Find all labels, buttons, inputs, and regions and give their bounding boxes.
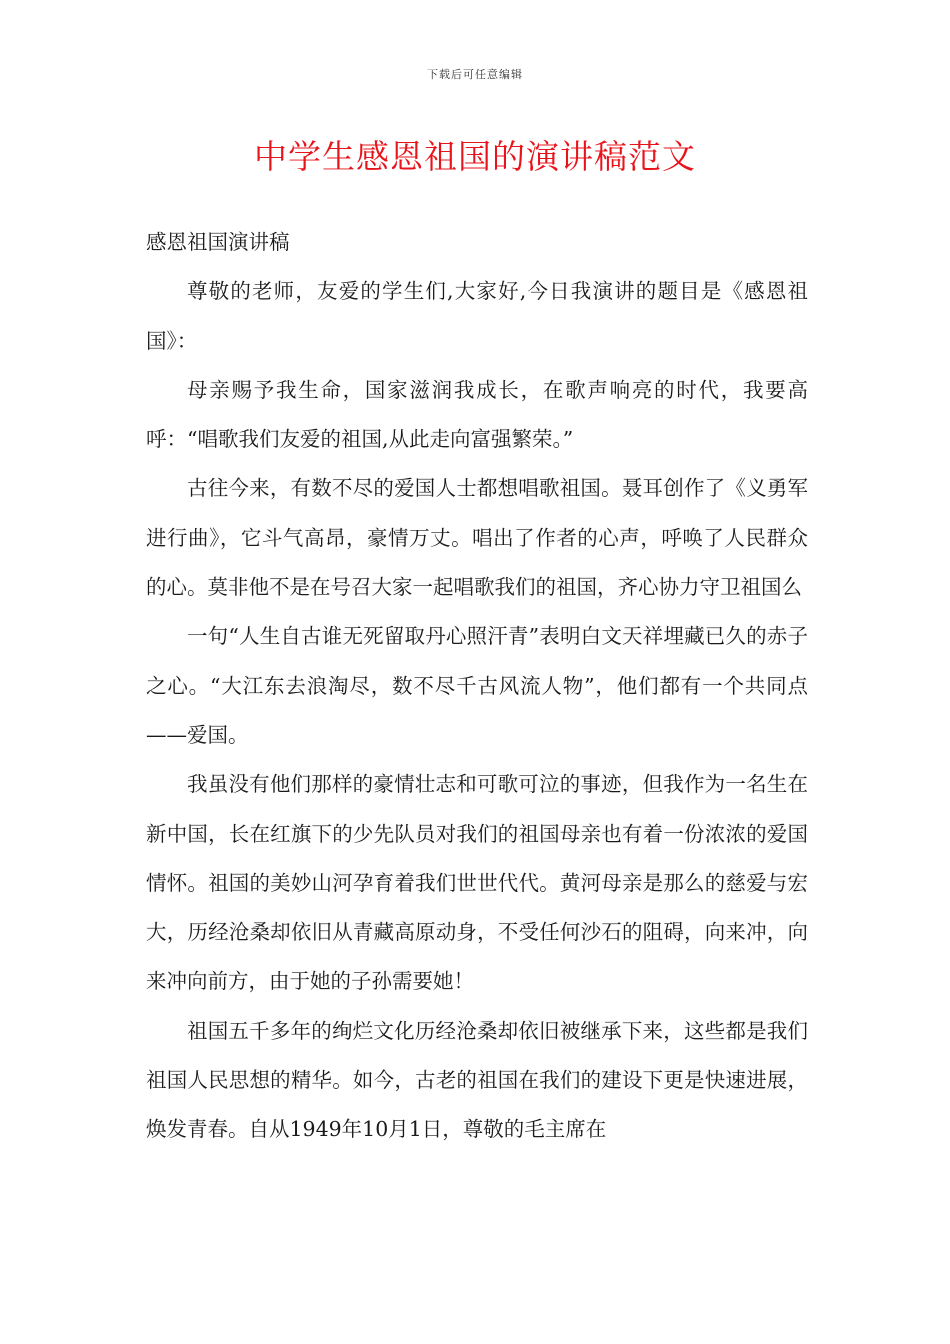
paragraph: 我虽没有他们那样的豪情壮志和可歌可泣的事迹，但我作为一名生在新中国，长在红旗下的少先队员对我们的祖国母亲也有着一份浓浓的爱国情怀。祖国的美妙山河孕育着我们世世代代。黄河母亲是那么的慈爱与宏大，历经沧桑却依旧从青藏高原动身，不受任何沙石的阻碍，向来冲，向来冲向前方，由于她的子孙需要她！ xyxy=(146,772,808,994)
paragraph: 祖国五千多年的绚烂文化历经沧桑却依旧被继承下来，这些都是我们祖国人民思想的精华。如今，古老的祖国在我们的建设下更是快速进展，焕发青春。自从1949年10月1日，尊敬的毛主席在 xyxy=(146,1018,808,1142)
paragraph: 古往今来，有数不尽的爱国人士都想唱歌祖国。聂耳创作了《义勇军进行曲》，它斗气高昂，豪情万丈。唱出了作者的心声，呼唤了人民群众的心。莫非他不是在号召大家一起唱歌我们的祖国，齐心协力守卫祖国么 xyxy=(146,476,808,600)
paragraph: 一句“人生自古谁无死留取丹心照汗青”表明白文天祥埋藏已久的赤子之心。“大江东去浪淘尽，数不尽千古风流人物”，他们都有一个共同点——爱国。 xyxy=(146,624,808,747)
header-note: 下载后可任意编辑 xyxy=(427,68,523,81)
document-title: 中学生感恩祖国的演讲稿范文 xyxy=(254,137,696,176)
paragraph: 母亲赐予我生命，国家滋润我成长，在歌声响亮的时代，我要高呼：“唱歌我们友爱的祖国,从此走向富强繁荣。” xyxy=(146,377,808,452)
paragraph: 尊敬的老师，友爱的学生们,大家好,今日我演讲的题目是《感恩祖国》： xyxy=(146,279,808,353)
subtitle: 感恩祖国演讲稿 xyxy=(146,230,290,254)
document-body xyxy=(146,218,808,1155)
